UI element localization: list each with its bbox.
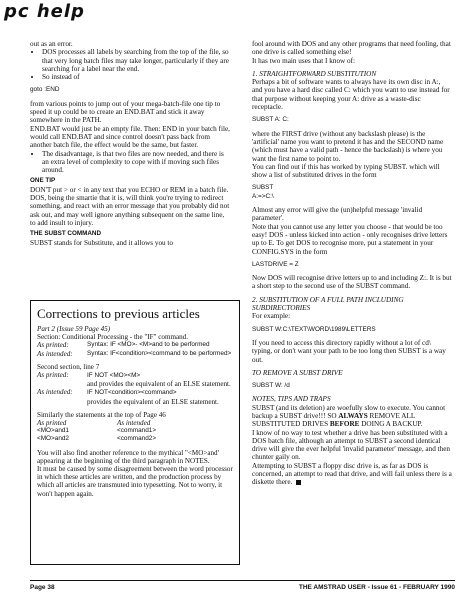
cell: <command1>	[117, 427, 157, 435]
footer	[30, 580, 455, 593]
correction-row	[37, 350, 233, 358]
cell: <MO>and1	[37, 427, 69, 435]
cell: <MO>and2	[37, 435, 69, 443]
section-logo: pc help	[4, 1, 85, 22]
paragraph: For example:	[252, 312, 291, 321]
table-row	[37, 427, 233, 435]
paragraph: It has two main uses that I know of:	[252, 56, 356, 65]
subheading: NOTES, TIPS AND TRAPS	[252, 395, 331, 404]
printed-text: and provides the equivalent of an ELSE statement.	[87, 380, 231, 389]
paragraph: You can find out if this has worked by typing SUBST. which will show a list of substituted drives in the form	[252, 162, 440, 180]
col-printed: As printed	[37, 419, 67, 428]
correction-row	[37, 341, 233, 349]
text-span: BEFORE	[329, 420, 360, 429]
issue-info: THE AMSTRAD USER - Issue 61 - FEBRUARY 1990	[298, 584, 455, 591]
code-line: LASTDRIVE = Z	[252, 260, 299, 268]
correction-row	[37, 371, 233, 388]
text-span: SUBST (and its deletion) are woefully slow to execute.	[252, 403, 411, 412]
text-span: REMOVE ALL SUBSTITUTED DRIVES	[252, 411, 415, 429]
correction-row	[37, 388, 233, 405]
paragraph: SUBST stands for Substitute, and it allows you to	[30, 238, 174, 247]
code-line: SUBST	[252, 184, 274, 192]
left-column	[30, 40, 230, 247]
intended-label: As intended:	[37, 349, 73, 358]
col-intended: As intended	[117, 419, 151, 428]
box-part: Part 2 (Issue 59 Page 45)	[37, 325, 111, 333]
box-paragraph: It must be caused by some disagreement between the word processor in which these articles are written, and the production process by which all articles are transmuted into typesetting. Not to worry, it won't happen again.	[37, 465, 233, 498]
subheading: TO REMOVE A SUBST DRIVE	[252, 368, 343, 377]
subheading: 1. STRAIGHTFORWARD SUBSTITUTION	[252, 69, 377, 78]
subheading: 2. SUBSTITUTION OF A FULL PATH INCLUDING SUBDIRECTORIES	[252, 295, 404, 313]
intended-label: As intended:	[37, 388, 73, 397]
box-section: Second section, line 7	[37, 362, 100, 371]
bullet-list	[30, 48, 230, 81]
code-line: A:=>C:\	[252, 192, 274, 200]
subheading: ONE TIP	[30, 177, 56, 185]
paragraph: from various points to jump out of your mega-batch-file one tip to speed it up could be to create an END.BAT and stick it away somewhere in the PATH.	[30, 99, 221, 125]
intended-text: provides the equivalent of an ELSE statement.	[87, 397, 219, 406]
code-line: SUBST W: /d	[252, 382, 290, 390]
printed-label: As printed:	[37, 371, 69, 380]
paragraph: Now DOS will recognise drive letters up to and including Z:. It is but a short step to the second use of the SUBST command.	[252, 274, 452, 291]
printed-label: As printed:	[37, 341, 69, 350]
corrections-box	[30, 300, 240, 565]
text-span: Attempting to SUBST a floppy disc drive is, as far as DOS is concerned, an attempt to read that drive, and will fail unless there is a diskette there.	[252, 461, 452, 487]
paragraph: Almost any error will give the (un)helpful message 'invalid parameter'.	[252, 206, 423, 223]
table-row	[37, 435, 233, 443]
list-item: • The disadvantage, is that two files are now needed, and there is an extra level of complexity to cope with if moving such files around.	[42, 150, 230, 175]
box-title: Corrections to previous articles	[37, 306, 200, 321]
page-number: Page 38	[30, 584, 55, 591]
box-section: Section: Conditional Processing - the "IF" command.	[37, 333, 188, 342]
intended-value: IF NOT<condition><command>	[87, 389, 177, 397]
text-span: ALWAYS	[338, 411, 368, 420]
paragraph: where the FIRST drive (without any backslash please) is the 'artificial' name you want to pretend it has and the SECOND name (which must have a valid path - hence the backslash) is where you want the first name to point to.	[252, 129, 444, 163]
list-item: • DOS processes all labels by searching from the top of the file, so that very long batch files may take longer, particularly if they are searching for a label near the end.	[42, 48, 230, 73]
end-mark-icon	[296, 480, 301, 485]
paragraph: Perhaps a bit of software wants to always have its own disc in A:, and you have a hard disc called C: which you want to use instead for that purpose without keeping your A: drive as a waste-disc receptacle.	[252, 78, 450, 112]
bullet-list	[30, 150, 230, 175]
intended-value: Syntax: IF<condition><command to be performed>	[87, 349, 232, 357]
paragraph: fool around with DOS and any other programs that need fooling, that one drive is called something else!	[252, 40, 451, 57]
printed-value: IF NOT <MO><M>	[87, 372, 141, 380]
box-paragraph: You will also find another reference to the mythical "<MO>and' appearing at the beginning of the third paragraph in NOTES.	[37, 448, 219, 465]
paragraph: out as an error.	[30, 40, 73, 48]
paragraph: If you need to access this directory rapidly without a lot of cd\ typing, or don't want your path to be too long then SUBST is a way out.	[252, 338, 446, 364]
header	[4, 2, 464, 24]
subheading: THE SUBST COMMAND	[30, 230, 102, 238]
cell: <command2>	[117, 435, 157, 443]
paragraph: END.BAT would just be an empty file. Then: END in your batch file, would call END.BAT and since control doesn't pass back from another batch file, the effect would be the same, but faster.	[30, 124, 230, 150]
list-item: • So instead of	[42, 73, 230, 81]
table-header	[37, 419, 233, 427]
code-line: goto :END	[30, 86, 60, 94]
paragraph	[252, 404, 452, 429]
paragraph: Note that you cannot use any letter you choose - that would be too easy! DOS - unless kicked into action - only recognises drive letters up to E. To get DOS to recognise more, put a statement in your CONFIG.SYS in the form	[252, 222, 448, 256]
paragraph: I know of no way to test whether a drive has been substituted with a DOS batch file, although an attempt to SUBST a second identical drive will give the ever helpful 'invalid parameter' message, and then chunter gaily on.	[252, 428, 450, 462]
paragraph: DON'T put > or < in any text that you ECHO or REM in a batch file. DOS, being the smartie that it is, will think you're trying to redirect something, and react with an error message that you probably did not ask out, and may well ignore anything subsequent on the same line, to add insult to injury.	[30, 185, 230, 227]
printed-value: Syntax: IF <MO>- <M>and to be performed	[87, 341, 210, 349]
text-span: You cannot backup a SUBST drive!!! SO	[252, 403, 446, 420]
box-paragraph: Similarly the statements at the top of Page 46	[37, 410, 166, 419]
right-column	[252, 40, 452, 487]
code-line: SUBST W:C:\TEXT\WORD\1989\LETTERS	[252, 325, 376, 333]
paragraph	[252, 462, 452, 487]
text-span: DOING A BACKUP.	[361, 420, 423, 429]
code-line: SUBST A: C:	[252, 116, 289, 124]
